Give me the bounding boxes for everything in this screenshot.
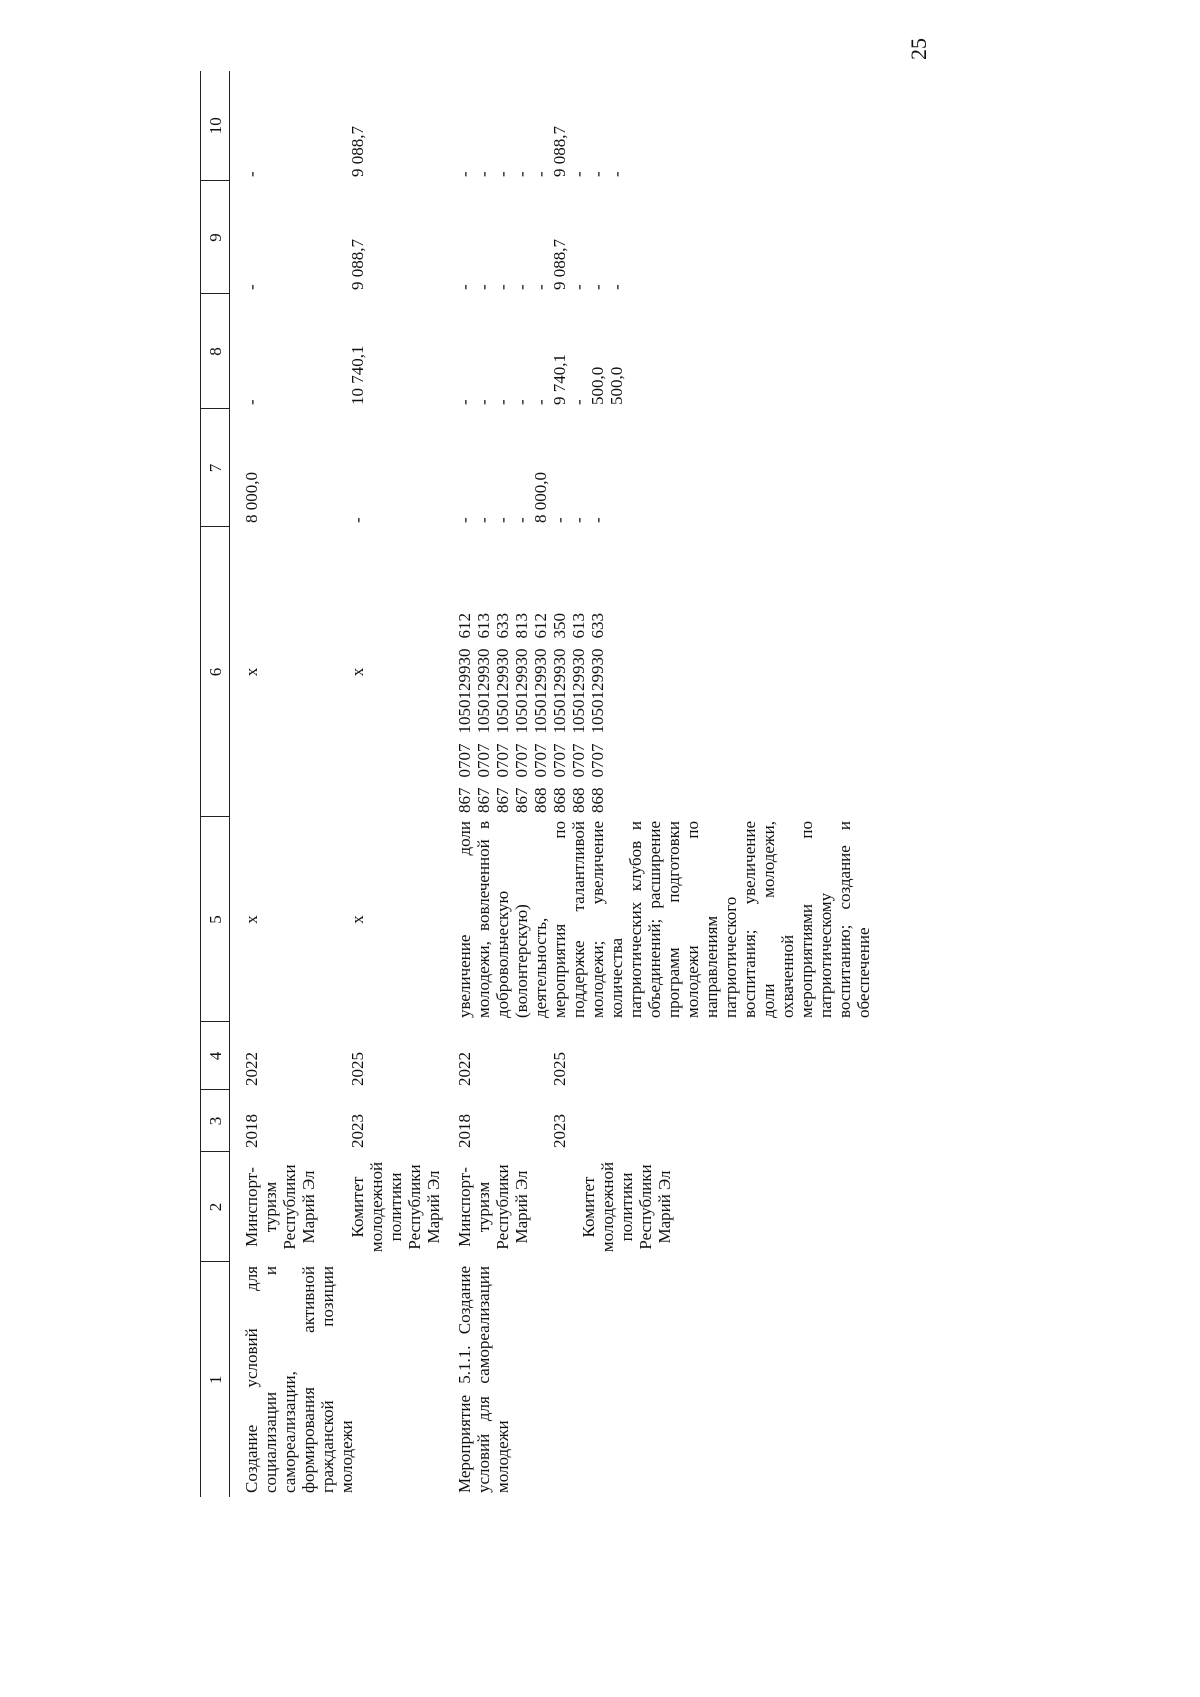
executor-name: Минспорт-туризм Республики Марий Эл [455,1164,531,1250]
amount-value: - [569,284,588,290]
header-row [201,71,230,1497]
amount-value: - [455,399,474,405]
amount-value: 500,0 [588,366,607,405]
target-article-code: 1050129930 [531,648,550,734]
section-code: 0707 [474,743,493,778]
header-3: 3 [201,1090,230,1152]
amount-value: - [569,517,588,523]
section-code: 0707 [531,743,550,778]
executor: Комитет молодежной политики Республики Марий Эл [348,1161,443,1253]
amount-value: - [493,517,512,523]
amount-col7: 8 000,0 [242,472,261,523]
expense-type-code: 633 [588,613,607,639]
executor: Минспорт-туризм Республики Марий Эл [242,1164,318,1250]
amount-value: - [569,171,588,177]
amount-value: - [550,517,569,523]
expense-type-code: 612 [531,613,550,639]
expense-type-code: 613 [474,613,493,639]
amount-value: - [531,171,550,177]
target-article-codes [455,649,607,734]
result: х [242,915,261,924]
start-year-2: 2023 [550,1114,569,1148]
budget-code: х [348,667,367,677]
amount-col10-list [443,71,873,181]
amount-value: 9 088,7 [550,239,569,290]
header-9: 9 [201,181,230,294]
grbs-code: 868 [531,787,550,813]
grbs-code: 867 [455,787,474,813]
amount-value: - [588,517,607,523]
amount-value: - [474,399,493,405]
header-10: 10 [201,71,230,181]
target-article-code: 1050129930 [474,648,493,734]
amount-value: - [512,517,531,523]
grbs-codes [455,788,607,814]
expense-type-codes [455,613,607,639]
amount-col10: 9 088,7 [348,126,367,177]
end-year: 2022 [455,1052,474,1086]
header-8: 8 [201,294,230,409]
expense-type-code: 813 [512,613,531,639]
end-year-2: 2025 [550,1052,569,1086]
amount-value: 9 088,7 [550,126,569,177]
expense-type-code: 613 [569,613,588,639]
section-code: 0707 [512,743,531,778]
activity-name: Мероприятие 5.1.1. Создание условий для самореализации молодежи [455,1266,512,1493]
amount-col7-list [443,409,873,527]
amount-value: 8 000,0 [531,472,550,523]
budget-code: х [242,667,261,677]
amount-value: - [455,171,474,177]
grbs-code: 868 [588,787,607,813]
amount-value: - [531,284,550,290]
amount-value: - [531,399,550,405]
years-start [443,1090,873,1152]
section-codes [455,744,607,778]
activity-result: увеличение доли молодежи, вовлеченной в добровольческую (волонтерскую) деятельность, мероприятия по поддержке талантливой молодежи; увеличение количества патриотических клубов и объединений; расширение программ подготовки молодежи по направлениям патриотического воспитания; увеличение доли молодежи, охваченной мероприятиями по патриотическому воспитанию; создание и обеспечение [455,821,873,1018]
target-article-code: 1050129930 [550,648,569,734]
section-code: 0707 [588,743,607,778]
amount-value: - [607,284,626,290]
expense-type-code: 612 [455,613,474,639]
end-year: 2025 [348,1052,367,1086]
grbs-code: 867 [512,787,531,813]
target-article-code: 1050129930 [493,648,512,734]
amount-col8: 10 740,1 [348,345,367,405]
amount-col9-list [443,181,873,294]
program-table [200,71,873,1497]
amount-value: - [474,517,493,523]
amount-value: - [455,284,474,290]
amount-value: - [512,399,531,405]
header-1: 1 [201,1262,230,1497]
amount-value: - [493,171,512,177]
table-row [443,71,873,1497]
task-name: Создание условий для социализации и самореализации, формирования активной гражданской позиции молодежи [242,1266,356,1493]
target-article-code: 1050129930 [455,648,474,734]
rotated-table-sheet [200,71,900,1497]
amount-value: - [607,171,626,177]
amount-value: - [588,171,607,177]
expense-type-code: 633 [493,613,512,639]
budget-classification [443,527,873,817]
target-article-code: 1050129930 [512,648,531,734]
amount-col9: - [242,284,261,290]
start-year: 2018 [242,1114,261,1148]
amount-col7: - [348,517,367,523]
amount-col8: - [242,399,261,405]
header-2: 2 [201,1152,230,1262]
grbs-code: 867 [493,787,512,813]
amount-value: - [474,171,493,177]
end-year: 2022 [242,1052,261,1086]
amount-col10: - [242,171,261,177]
amount-value: - [512,171,531,177]
section-code: 0707 [550,743,569,778]
page-number: 25 [906,38,931,60]
amount-col8-list [443,294,873,409]
result: х [348,915,367,924]
amount-value: - [588,284,607,290]
target-article-code: 1050129930 [588,648,607,734]
executor-name-2: Комитет молодежной политики Республики Марий Эл [579,1161,674,1253]
executor [443,1152,873,1262]
header-4: 4 [201,1022,230,1090]
header-5: 5 [201,817,230,1022]
header-7: 7 [201,409,230,527]
amount-value: 500,0 [607,366,626,405]
grbs-code: 867 [474,787,493,813]
start-year: 2023 [348,1114,367,1148]
amount-value: - [455,517,474,523]
table-row [230,71,319,1497]
target-article-code: 1050129930 [569,648,588,734]
header-6: 6 [201,527,230,817]
expense-type-code: 350 [550,613,569,639]
amount-col9: 9 088,7 [348,239,367,290]
amount-value: - [474,284,493,290]
section-code: 0707 [455,743,474,778]
section-code: 0707 [569,743,588,778]
start-year: 2018 [455,1114,474,1148]
grbs-code: 868 [550,787,569,813]
years-end [443,1022,873,1090]
amount-value: - [493,399,512,405]
grbs-code: 868 [569,787,588,813]
amount-value: - [512,284,531,290]
section-code: 0707 [493,743,512,778]
amount-value: - [569,399,588,405]
amount-value: 9 740,1 [550,354,569,405]
amount-value: - [493,284,512,290]
